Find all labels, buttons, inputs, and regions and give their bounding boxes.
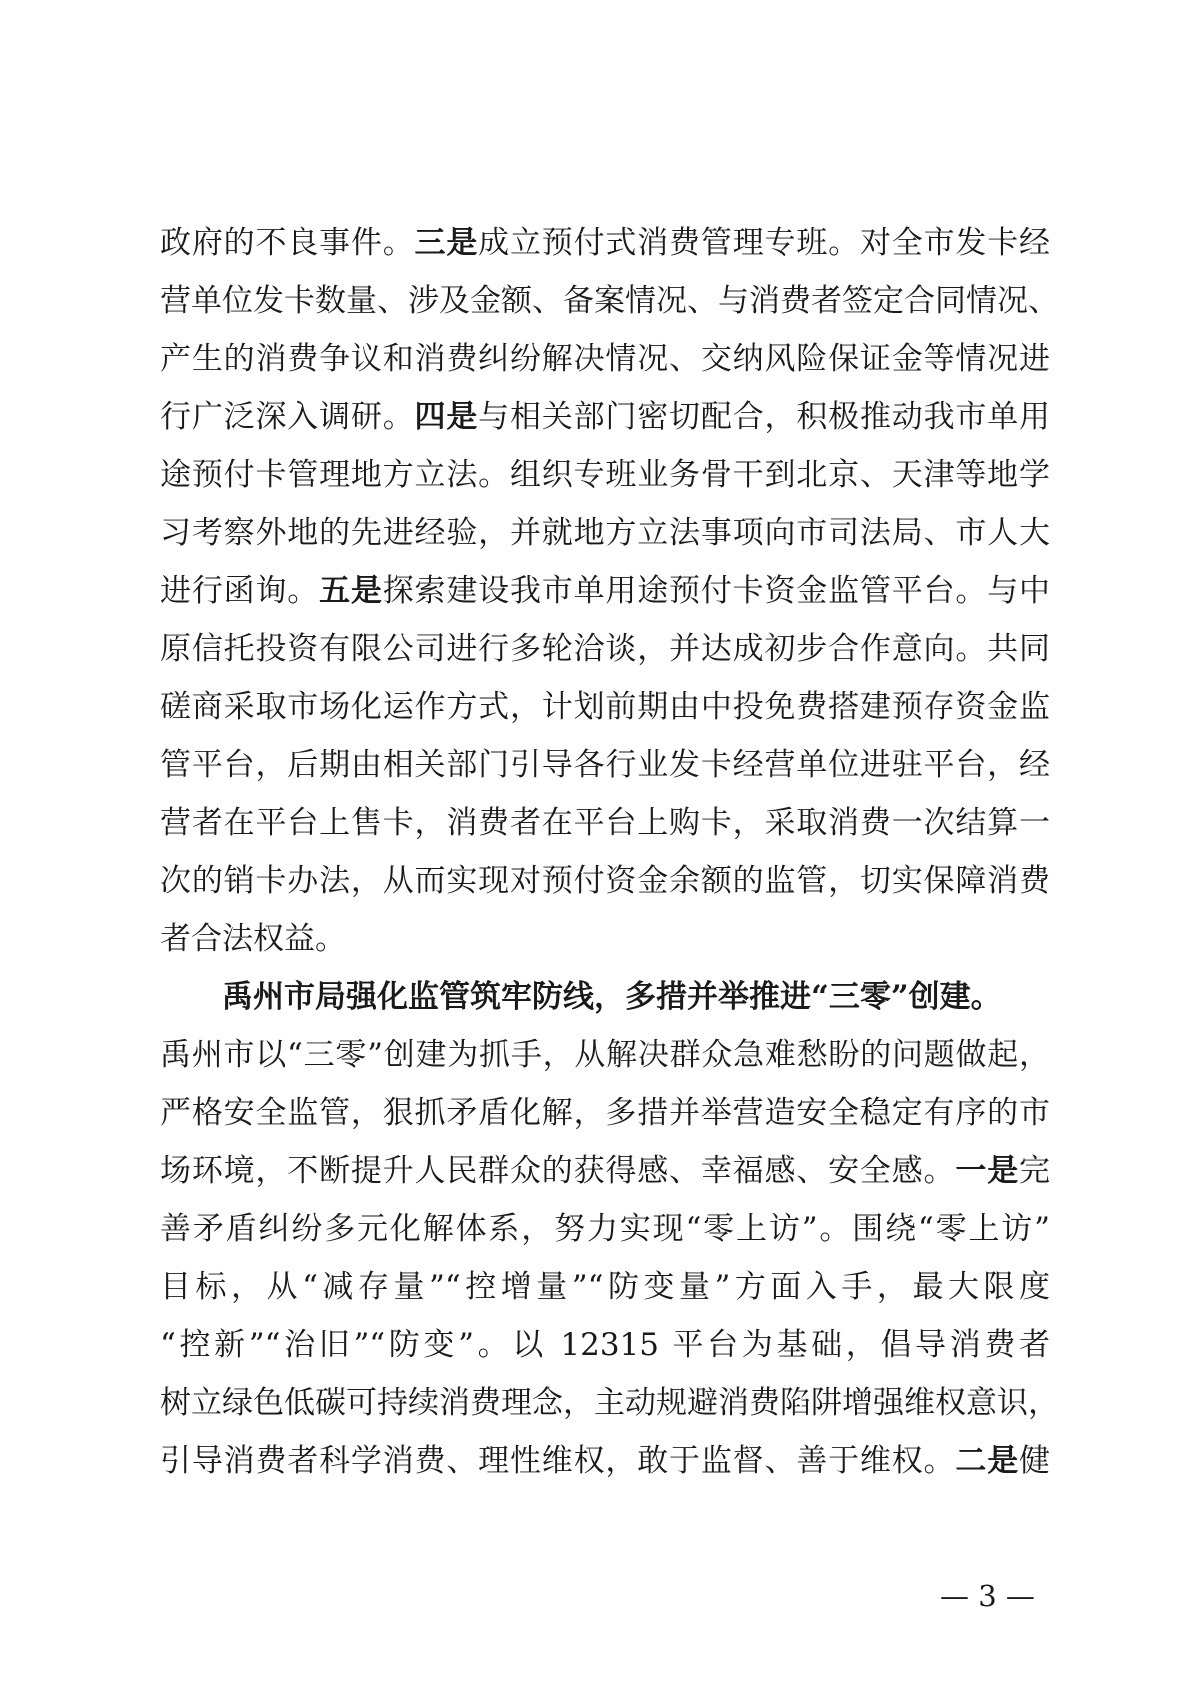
- text-line: [160, 852, 1050, 910]
- text-line: [160, 1432, 1050, 1490]
- body-text: [160, 214, 1059, 1490]
- text-run: 途预付卡管理地方立法。组织专班业务骨干到北京、天津等地学: [160, 457, 1050, 493]
- text-line: [160, 910, 1050, 968]
- text-run: 营单位发卡数量、涉及金额、备案情况、与消费者签定合同情况、: [160, 283, 1059, 319]
- text-line: [160, 678, 1050, 736]
- text-line: [160, 968, 1050, 1026]
- text-run: 原信托投资有限公司进行多轮洽谈，并达成初步合作意向。共同: [160, 631, 1050, 667]
- text-run: 禹州市以“三零”创建为抓手，从解决群众急难愁盼的问题做起，: [160, 1037, 1050, 1073]
- text-run: 者合法权益。: [160, 921, 346, 957]
- text-line: [160, 330, 1050, 388]
- text-line: [160, 504, 1050, 562]
- text-line: [160, 794, 1050, 852]
- text-run: 次的销卡办法，从而实现对预付资金余额的监管，切实保障消费: [160, 863, 1050, 899]
- text-line: [160, 1084, 1050, 1142]
- text-run: 营者在平台上售卡，消费者在平台上购卡，采取消费一次结算一: [160, 805, 1050, 841]
- text-run: 产生的消费争议和消费纠纷解决情况、交纳风险保证金等情况进: [160, 341, 1050, 377]
- bold-text-run: 三是: [414, 225, 479, 261]
- bold-text-run: 五是: [319, 573, 383, 609]
- text-run: 成立预付式消费管理专班。对全市发卡经: [478, 225, 1051, 261]
- text-line: [160, 272, 1059, 330]
- text-run: 政府的不良事件。: [160, 225, 415, 261]
- text-line: [160, 1316, 1050, 1374]
- text-run: 习考察外地的先进经验，并就地方立法事项向市司法局、市人大: [160, 515, 1050, 551]
- text-run: 引导消费者科学消费、理性维权，敢于监督、善于维权。: [160, 1443, 956, 1479]
- text-run: 目标，从“减存量”“控增量”“防变量”方面入手，最大限度: [160, 1269, 1050, 1305]
- text-run: “控新”“治旧”“防变”。以 12315 平台为基础，倡导消费者: [160, 1327, 1050, 1363]
- text-run: 严格安全监管，狠抓矛盾化解，多措并举营造安全稳定有序的市: [160, 1095, 1050, 1131]
- bold-text-run: 二是: [955, 1443, 1020, 1479]
- text-run: 磋商采取市场化运作方式，计划前期由中投免费搭建预存资金监: [160, 689, 1050, 725]
- text-line: [160, 736, 1050, 794]
- text-line: [160, 562, 1050, 620]
- bold-text-run: 一是: [955, 1153, 1020, 1189]
- text-run: 与相关部门密切配合，积极推动我市单用: [478, 399, 1051, 435]
- text-line: [160, 1142, 1050, 1200]
- text-run: 场环境，不断提升人民群众的获得感、幸福感、安全感。: [160, 1153, 956, 1189]
- text-run: 行广泛深入调研。: [160, 399, 415, 435]
- text-line: [160, 1026, 1050, 1084]
- text-line: [160, 1258, 1050, 1316]
- text-line: [160, 214, 1050, 272]
- text-line: [160, 446, 1050, 504]
- text-line: [160, 620, 1050, 678]
- text-run: 探索建设我市单用途预付卡资金监管平台。与中: [382, 573, 1051, 609]
- text-run: 善矛盾纠纷多元化解体系，努力实现“零上访”。围绕“零上访”: [160, 1211, 1050, 1247]
- text-line: [160, 388, 1050, 446]
- bold-text-run: 四是: [414, 399, 479, 435]
- page-number: — 3 —: [940, 1579, 1035, 1613]
- text-run: 完: [1019, 1153, 1051, 1189]
- text-run: 健: [1019, 1443, 1051, 1479]
- text-run: 树立绿色低碳可持续消费理念，主动规避消费陷阱增强维权意识，: [160, 1385, 1059, 1421]
- bold-text-run: 禹州市局强化监管筑牢防线，多措并举推进“三零”创建。: [222, 979, 1002, 1015]
- text-run: 进行函询。: [160, 573, 320, 609]
- text-line: [160, 1200, 1050, 1258]
- text-line: [160, 1374, 1059, 1432]
- text-run: 管平台，后期由相关部门引导各行业发卡经营单位进驻平台，经: [160, 747, 1050, 783]
